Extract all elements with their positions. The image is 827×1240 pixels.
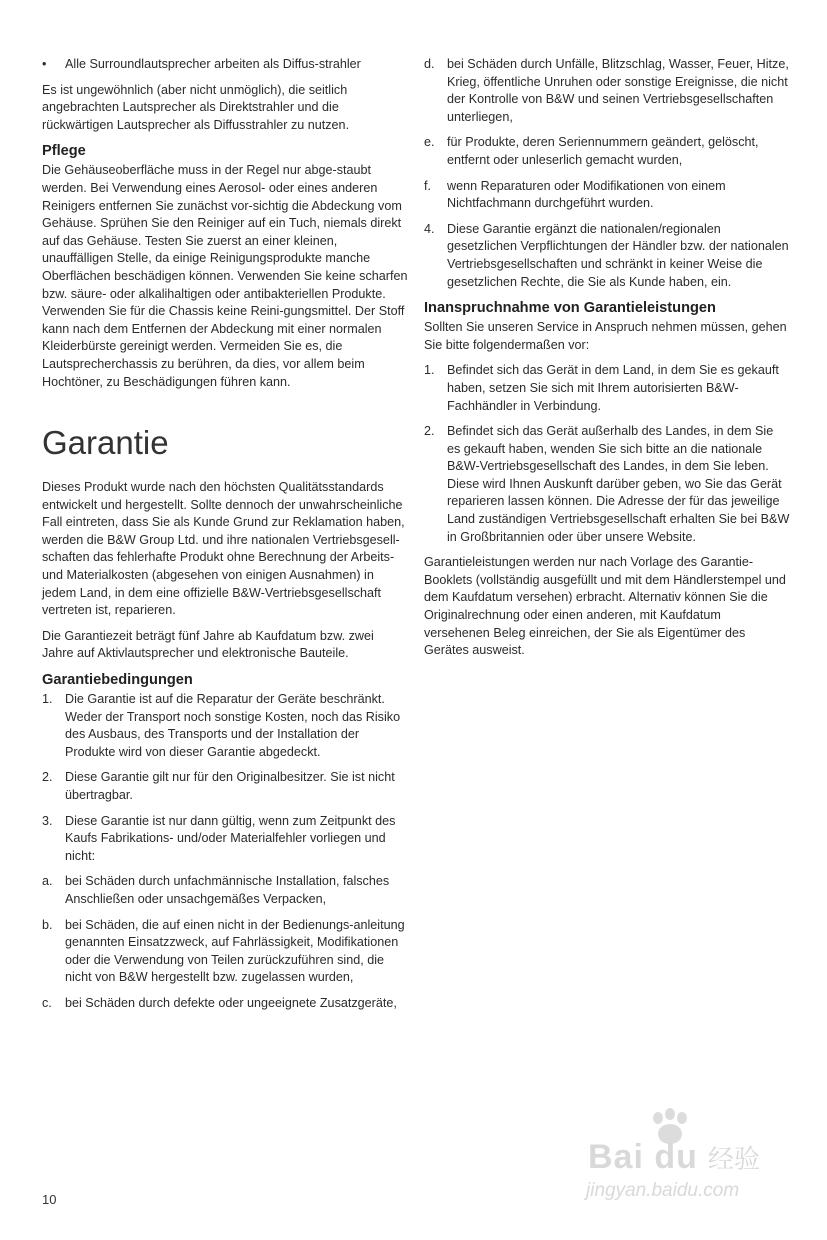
list-item (424, 362, 790, 415)
list-item (42, 691, 408, 761)
right-column (424, 56, 790, 668)
care-heading: Pflege (42, 143, 86, 160)
watermark-cn: 经验 (708, 1144, 761, 1174)
care-paragraph: Die Gehäuseoberfläche muss in der Regel nur abge-staubt werden. Bei Verwendung eines Aerosol- oder eines anderen Reinigers entfernen Sie zunächst vor-sichtig die Abdeckung vom Gehäuse. Sprühen Sie den Reiniger auf ein Tuch, niemals direkt auf das Gehäuse. Testen Sie zuerst an einer kleinen, unauffälligen Stelle, da einige Reinigungsprodukte manche Oberflächen beschädigen können. Verwenden Sie keine scharfen bzw. säure- oder alkalihaltigen oder antibakteriellen Produkte. Verwenden Sie für die Chassis keine Reini-gungsmittel. Der Stoff kann nach dem Entfernen der Abdeckung mit einer normalen Kleiderbürste gereinigt werden. Vermeiden Sie es, die Lautsprecherchassis zu berühren, da dies, vor allem beim Hochtöner, zu Beschädigungen führen kann. (42, 163, 408, 389)
list-marker: c. (42, 995, 52, 1010)
list-item (42, 917, 408, 987)
list-marker: a. (42, 874, 53, 889)
list-text: für Produkte, deren Seriennummern geändert, gelöscht, entfernt oder unleserlich gemacht wurden, (447, 135, 759, 167)
conditions-list (42, 691, 408, 1013)
list-item (42, 813, 408, 866)
list-marker: b. (42, 917, 53, 932)
list-text: Diese Garantie gilt nur für den Originalbesitzer. Sie ist nicht übertragbar. (65, 770, 395, 802)
closing-paragraph: Garantieleistungen werden nur nach Vorlage des Garantie-Booklets (vollständig ausgefüllt und mit dem Händlerstempel und dem Kaufdatum versehen) erbracht. Alternativ können Sie die Originalrechnung oder einen anderen, mit Kaufdatum versehenen Beleg einreichen, der Sie als Eigentümer des Gerätes ausweist. (424, 555, 786, 658)
list-item (42, 995, 408, 1013)
list-text: bei Schäden durch Unfälle, Blitzschlag, Wasser, Feuer, Hitze, Krieg, öffentliche Unruhen oder sonstige Ereignisse, die nicht der Kontrolle von B&W und seinen Vertriebsgesellschaften unterliegen, (447, 57, 789, 124)
list-text: Die Garantie ist auf die Reparatur der Geräte beschränkt. Weder der Transport noch sonstige Kosten, noch das Risiko des Ausbaus, des Transports und der Installation der Produkte wird von dieser Garantie abgedeckt. (65, 692, 401, 759)
page-number: 10 (42, 1192, 57, 1207)
list-item (424, 134, 790, 169)
intro-paragraph: Es ist ungewöhnlich (aber nicht unmöglich), die seitlich angebrachten Lautsprecher als Direktstrahler und die rückwärtigen Lautsprecher als Diffusstrahler zu nutzen. (42, 82, 350, 132)
left-column (42, 56, 408, 1021)
list-item (42, 873, 408, 908)
list-marker: e. (424, 135, 435, 150)
list-text: Befindet sich das Gerät in dem Land, in dem Sie es gekauft haben, setzen Sie sich mit Ihrem autorisierten B&W-Fachhändler in Verbindung. (447, 363, 779, 413)
list-text: wenn Reparaturen oder Modifikationen von einem Nichtfachmann durchgeführt wurden. (447, 178, 726, 211)
claim-intro: Sollten Sie unseren Service in Anspruch nehmen müssen, gehen Sie bitte folgendermaßen vor: (424, 320, 787, 352)
list-text: Diese Garantie ergänzt die nationalen/regionalen gesetzlichen Verpflichtungen der Händler bzw. der nationalen Vertriebsgesellschaften und schränkt in keiner Weise die gesetzlichen Rechte, die Sie als Kunde haben, ein. (447, 221, 789, 289)
list-marker: f. (424, 178, 431, 193)
claim-heading: Inanspruchnahme von Garantieleistungen (424, 300, 716, 317)
list-text: bei Schäden durch unfachmännische Installation, falsches Anschließen oder unsachgemäßes Verpacken, (65, 874, 390, 906)
watermark (584, 1108, 784, 1208)
list-marker: d. (424, 57, 435, 71)
list-marker: 3. (42, 813, 53, 828)
section-title: Garantie (42, 424, 169, 462)
list-item (424, 423, 790, 546)
list-marker: 1. (42, 692, 53, 707)
bullet-mark: • (42, 57, 47, 71)
list-item (424, 178, 790, 213)
list-marker: 2. (424, 424, 435, 439)
list-text: bei Schäden, die auf einen nicht in der Bedienungs-anleitung genannten Einsatzzweck, auf Fahrlässigkeit, Modifikationen oder die Verwendung von Teilen zurückzuführen sind, die nicht von B&W hergestellt bzw. zugelassen wurden, (65, 917, 405, 985)
list-marker: 2. (42, 770, 53, 785)
list-text: Diese Garantie ist nur dann gültig, wenn zum Zeitpunkt des Kaufs Fabrikations- und/oder Materialfehler vorliegen und nicht: (65, 813, 396, 863)
list-text: bei Schäden durch defekte oder ungeeignete Zusatzgeräte, (65, 995, 397, 1010)
watermark-brand: Bai du (588, 1138, 698, 1176)
list-text: Befindet sich das Gerät außerhalb des Landes, in dem Sie es gekauft haben, wenden Sie sich bitte an die nationale B&W-Vertriebsgesellschaft des Landes, in dem Sie leben. Diese wird Ihnen Auskunft darüber geben, wo Sie das Gerät reparieren lassen können. Die Adresse der für das jeweilige Land zuständigen Vertriebsgesellschaft erhalten Sie bei B&W in Großbritannien oder über unsere Website. (447, 424, 790, 544)
bullet-text: Alle Surroundlautsprecher arbeiten als Diffus-strahler (65, 57, 361, 71)
list-marker: 1. (424, 363, 435, 378)
warranty-paragraph-2: Die Garantiezeit beträgt fünf Jahre ab Kaufdatum bzw. zwei Jahre auf Aktivlautsprecher und elektronische Bauteile. (42, 628, 374, 661)
list-item (424, 56, 790, 126)
conditions-heading: Garantiebedingungen (42, 672, 193, 689)
list-item (42, 769, 408, 804)
list-marker: 4. (424, 221, 435, 236)
bullet-item (42, 56, 408, 74)
watermark-url: jingyan.baidu.com (586, 1180, 740, 1201)
list-item (424, 221, 790, 291)
warranty-paragraph-1: Dieses Produkt wurde nach den höchsten Qualitätsstandards entwickelt und hergestellt. Sollte dennoch der unwahrscheinliche Fall eintreten, dass Sie als Kunde Grund zur Reklamation haben, werden die B&W Group Ltd. und ihre nationalen Vertriebsgesell-schaften das fehlerhafte Produkt ohne Berechnung der Arbeits- und Materialkosten (abgesehen von einigen Ausnahmen) in jedem Land, in dem eine offizielle B&W-Vertriebsgesellschaft vertreten ist, reparieren. (42, 480, 405, 618)
